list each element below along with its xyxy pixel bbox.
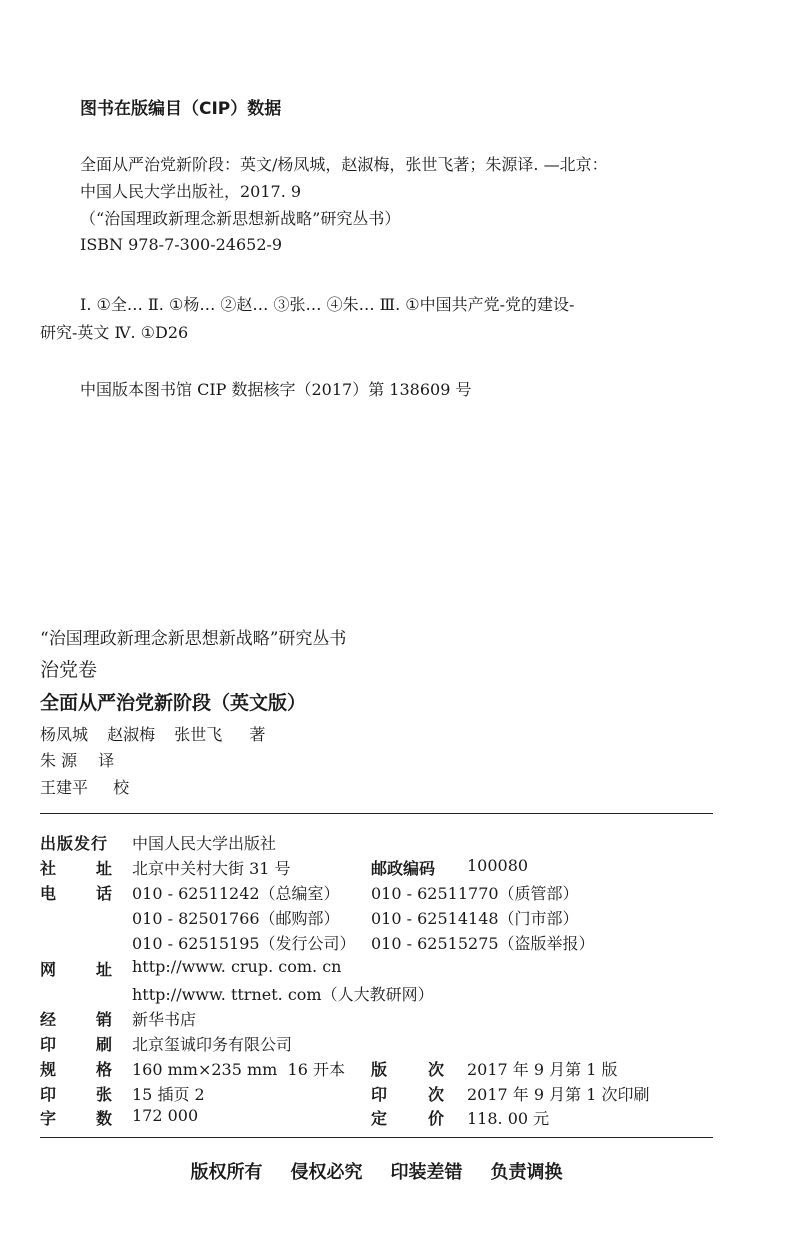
footer-phrase: 版权所有 [190, 1162, 263, 1183]
edition-value: 2017 年 9 月第 1 版 [467, 1060, 618, 1079]
edition-label: 版 次 [371, 1060, 444, 1079]
cip-classification-line-2: 研究-英文 Ⅳ. ①D26 [40, 323, 189, 342]
author-name: 赵淑梅 [107, 725, 156, 744]
price-value: 118. 00 元 [467, 1109, 550, 1128]
phone-distribution: 010 - 62515195（发行公司） [132, 934, 356, 953]
author-role: 著 [249, 725, 266, 744]
phone-mail-order: 010 - 82501766（邮购部） [132, 909, 340, 928]
sheets-value: 15 插页 2 [132, 1085, 205, 1104]
book-title: 全面从严治党新阶段（英文版） [40, 692, 307, 714]
address-label: 社 址 [40, 859, 113, 878]
address-value: 北京中关村大街 31 号 [132, 859, 291, 878]
author-credit [40, 722, 265, 745]
translator-credit [40, 748, 114, 771]
footer-phrase: 负责调换 [490, 1162, 563, 1183]
volume-name: 治党卷 [40, 659, 98, 681]
translator-name: 朱 源 [40, 751, 78, 770]
proofreader-credit [40, 775, 129, 798]
publisher-value: 中国人民大学出版社 [132, 834, 277, 853]
bottom-divider [40, 1137, 713, 1138]
cip-classification-line-1: Ⅰ. ①全… Ⅱ. ①杨… ②赵… ③张… ④朱… Ⅲ. ①中国共产党-党的建设- [80, 295, 575, 314]
website-label: 网 址 [40, 960, 113, 979]
printer-value: 北京玺诚印务有限公司 [132, 1035, 293, 1054]
cip-record-number: 中国版本图书馆 CIP 数据核字（2017）第 138609 号 [80, 380, 472, 399]
printer-label: 印 刷 [40, 1035, 113, 1054]
postcode-label: 邮政编码 [371, 859, 436, 878]
phone-store: 010 - 62514148（门市部） [371, 909, 579, 928]
series-title: “治国理政新理念新思想新战略”研究丛书 [40, 629, 347, 649]
word-count-label: 字 数 [40, 1109, 113, 1128]
proofreader-role: 校 [113, 778, 130, 797]
website-1: http://www. crup. com. cn [132, 957, 342, 976]
author-name: 张世飞 [174, 725, 223, 744]
postcode-value: 100080 [467, 856, 529, 875]
proofreader-name: 王建平 [40, 778, 89, 797]
website-2: http://www. ttrnet. com（人大教研网） [132, 985, 434, 1004]
phone-quality: 010 - 62511770（质管部） [371, 884, 579, 903]
cip-heading: 图书在版编目（CIP）数据 [80, 99, 282, 119]
translator-role: 译 [98, 751, 115, 770]
sheets-label: 印 张 [40, 1085, 113, 1104]
phone-piracy-report: 010 - 62515275（盗版举报） [371, 934, 595, 953]
word-count-value: 172 000 [132, 1106, 199, 1125]
author-name: 杨凤城 [40, 725, 89, 744]
footer-phrase: 印装差错 [390, 1162, 463, 1183]
phone-editorial: 010 - 62511242（总编室） [132, 884, 340, 903]
spec-value: 160 mm×235 mm 16 开本 [132, 1060, 345, 1079]
footer-phrase: 侵权必究 [290, 1162, 363, 1183]
spec-label: 规 格 [40, 1060, 113, 1079]
top-divider [40, 813, 713, 814]
impression-label: 印 次 [371, 1085, 444, 1104]
price-label: 定 价 [371, 1109, 444, 1128]
cip-publisher-line: 中国人民大学出版社，2017. 9 [80, 182, 302, 201]
phone-label: 电 话 [40, 884, 113, 903]
cip-series-line: （“治国理政新理念新思想新战略”研究丛书） [80, 209, 401, 228]
impression-value: 2017 年 9 月第 1 次印刷 [467, 1085, 650, 1104]
copyright-notice [40, 1158, 713, 1184]
distributor-value: 新华书店 [132, 1010, 197, 1029]
distributor-label: 经 销 [40, 1010, 113, 1029]
cip-isbn: ISBN 978-7-300-24652-9 [80, 235, 283, 254]
cip-title-line: 全面从严治党新阶段：英文/杨凤城，赵淑梅，张世飞著；朱源译. —北京： [80, 155, 608, 174]
publisher-label: 出版发行 [40, 834, 109, 853]
